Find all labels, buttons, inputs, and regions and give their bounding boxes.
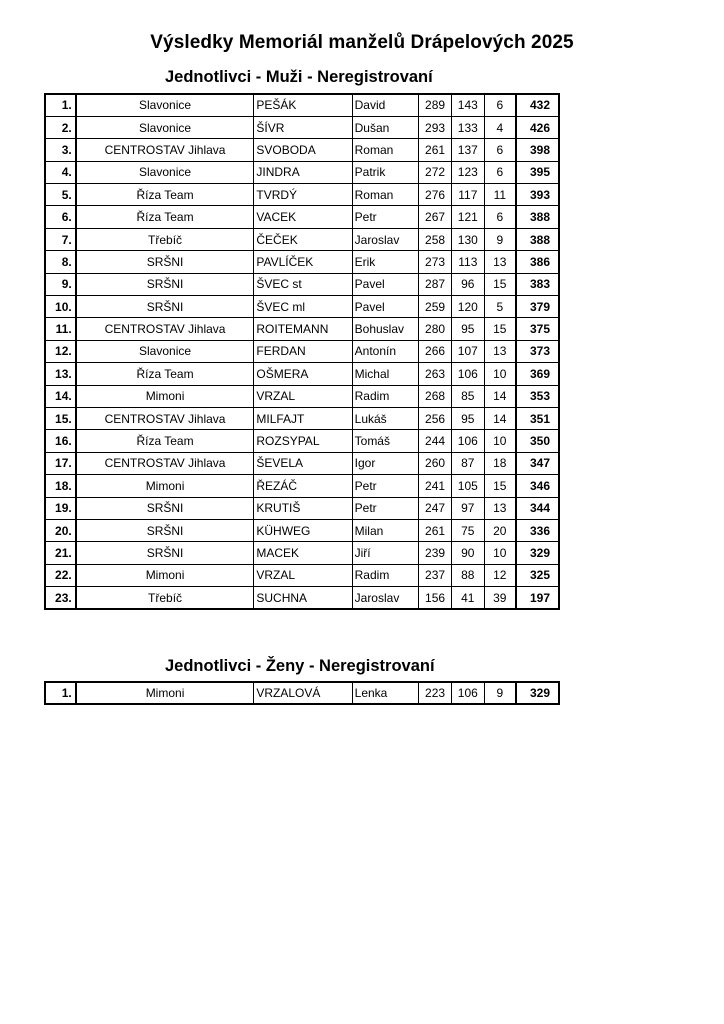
rank-cell: 11. [45, 318, 76, 340]
total-cell: 369 [516, 363, 559, 385]
surname-cell: ŘEZÁČ [254, 475, 352, 497]
club-cell: Říza Team [76, 206, 254, 228]
total-cell: 388 [516, 228, 559, 250]
table-row [45, 139, 559, 161]
first-name-cell: Pavel [352, 296, 419, 318]
first-name-cell: Petr [352, 206, 419, 228]
surname-cell: VRZAL [254, 385, 352, 407]
score-full-cell: 261 [419, 519, 452, 541]
first-name-cell: Michal [352, 363, 419, 385]
first-name-cell: Roman [352, 139, 419, 161]
page-title: Výsledky Memoriál manželů Drápelových 2025 [150, 32, 574, 53]
score-full-cell: 266 [419, 340, 452, 362]
surname-cell: ROITEMANN [254, 318, 352, 340]
surname-cell: JINDRA [254, 161, 352, 183]
total-cell: 375 [516, 318, 559, 340]
table-row [45, 296, 559, 318]
first-name-cell: Jaroslav [352, 228, 419, 250]
club-cell: CENTROSTAV Jihlava [76, 452, 254, 474]
rank-cell: 23. [45, 587, 76, 609]
score-clear-cell: 113 [451, 251, 484, 273]
score-clear-cell: 41 [451, 587, 484, 609]
score-clear-cell: 121 [451, 206, 484, 228]
first-name-cell: Igor [352, 452, 419, 474]
rank-cell: 18. [45, 475, 76, 497]
misses-cell: 20 [484, 519, 516, 541]
score-clear-cell: 137 [451, 139, 484, 161]
misses-cell: 6 [484, 161, 516, 183]
score-clear-cell: 107 [451, 340, 484, 362]
rank-cell: 1. [45, 94, 76, 116]
results-table-men [44, 93, 560, 610]
surname-cell: ŠEVELA [254, 452, 352, 474]
score-full-cell: 244 [419, 430, 452, 452]
table-row [45, 564, 559, 586]
club-cell: SRŠNI [76, 497, 254, 519]
surname-cell: VRZAL [254, 564, 352, 586]
score-clear-cell: 75 [451, 519, 484, 541]
first-name-cell: Lenka [352, 682, 419, 704]
total-cell: 393 [516, 184, 559, 206]
total-cell: 386 [516, 251, 559, 273]
misses-cell: 10 [484, 542, 516, 564]
first-name-cell: Milan [352, 519, 419, 541]
club-cell: Mimoni [76, 564, 254, 586]
misses-cell: 15 [484, 318, 516, 340]
score-full-cell: 241 [419, 475, 452, 497]
misses-cell: 13 [484, 497, 516, 519]
rank-cell: 12. [45, 340, 76, 362]
rank-cell: 13. [45, 363, 76, 385]
total-cell: 373 [516, 340, 559, 362]
table-row [45, 682, 559, 704]
total-cell: 395 [516, 161, 559, 183]
total-cell: 353 [516, 385, 559, 407]
table-row [45, 363, 559, 385]
first-name-cell: Petr [352, 497, 419, 519]
club-cell: SRŠNI [76, 296, 254, 318]
club-cell: Třebíč [76, 228, 254, 250]
score-clear-cell: 117 [451, 184, 484, 206]
rank-cell: 19. [45, 497, 76, 519]
first-name-cell: Patrik [352, 161, 419, 183]
club-cell: SRŠNI [76, 519, 254, 541]
score-clear-cell: 105 [451, 475, 484, 497]
surname-cell: ŠVEC st [254, 273, 352, 295]
misses-cell: 6 [484, 94, 516, 116]
table-row [45, 542, 559, 564]
score-clear-cell: 95 [451, 318, 484, 340]
first-name-cell: Dušan [352, 116, 419, 138]
rank-cell: 5. [45, 184, 76, 206]
score-full-cell: 247 [419, 497, 452, 519]
first-name-cell: Radim [352, 385, 419, 407]
surname-cell: ČEČEK [254, 228, 352, 250]
club-cell: Slavonice [76, 340, 254, 362]
surname-cell: PEŠÁK [254, 94, 352, 116]
surname-cell: FERDAN [254, 340, 352, 362]
table-row [45, 273, 559, 295]
score-full-cell: 156 [419, 587, 452, 609]
score-clear-cell: 88 [451, 564, 484, 586]
misses-cell: 11 [484, 184, 516, 206]
score-full-cell: 261 [419, 139, 452, 161]
club-cell: Slavonice [76, 94, 254, 116]
first-name-cell: Tomáš [352, 430, 419, 452]
score-full-cell: 259 [419, 296, 452, 318]
club-cell: CENTROSTAV Jihlava [76, 407, 254, 429]
club-cell: Mimoni [76, 682, 254, 704]
table-row [45, 519, 559, 541]
rank-cell: 17. [45, 452, 76, 474]
score-full-cell: 239 [419, 542, 452, 564]
surname-cell: SUCHNA [254, 587, 352, 609]
total-cell: 379 [516, 296, 559, 318]
club-cell: Mimoni [76, 475, 254, 497]
table-row [45, 206, 559, 228]
misses-cell: 5 [484, 296, 516, 318]
club-cell: Říza Team [76, 184, 254, 206]
score-clear-cell: 95 [451, 407, 484, 429]
rank-cell: 3. [45, 139, 76, 161]
surname-cell: KRUTIŠ [254, 497, 352, 519]
rank-cell: 15. [45, 407, 76, 429]
section-title-women: Jednotlivci - Ženy - Neregistrovaní [165, 657, 435, 675]
rank-cell: 1. [45, 682, 76, 704]
total-cell: 432 [516, 94, 559, 116]
rank-cell: 21. [45, 542, 76, 564]
club-cell: SRŠNI [76, 251, 254, 273]
misses-cell: 15 [484, 273, 516, 295]
misses-cell: 4 [484, 116, 516, 138]
score-clear-cell: 120 [451, 296, 484, 318]
score-clear-cell: 97 [451, 497, 484, 519]
score-full-cell: 287 [419, 273, 452, 295]
table-row [45, 228, 559, 250]
first-name-cell: Antonín [352, 340, 419, 362]
table-row [45, 430, 559, 452]
score-full-cell: 263 [419, 363, 452, 385]
surname-cell: ROZSYPAL [254, 430, 352, 452]
club-cell: SRŠNI [76, 273, 254, 295]
rank-cell: 9. [45, 273, 76, 295]
misses-cell: 9 [484, 682, 516, 704]
table-row [45, 184, 559, 206]
misses-cell: 39 [484, 587, 516, 609]
results-table-women [44, 681, 560, 705]
total-cell: 383 [516, 273, 559, 295]
surname-cell: MILFAJT [254, 407, 352, 429]
club-cell: Slavonice [76, 161, 254, 183]
table-row [45, 452, 559, 474]
misses-cell: 10 [484, 430, 516, 452]
table-row [45, 251, 559, 273]
section-title-men: Jednotlivci - Muži - Neregistrovaní [165, 68, 433, 86]
table-row [45, 385, 559, 407]
score-full-cell: 280 [419, 318, 452, 340]
rank-cell: 16. [45, 430, 76, 452]
table-row [45, 161, 559, 183]
surname-cell: TVRDÝ [254, 184, 352, 206]
table-row [45, 340, 559, 362]
table-row [45, 497, 559, 519]
table-row [45, 116, 559, 138]
surname-cell: ŠÍVR [254, 116, 352, 138]
score-clear-cell: 90 [451, 542, 484, 564]
score-clear-cell: 87 [451, 452, 484, 474]
rank-cell: 7. [45, 228, 76, 250]
rank-cell: 4. [45, 161, 76, 183]
score-clear-cell: 133 [451, 116, 484, 138]
first-name-cell: Radim [352, 564, 419, 586]
score-full-cell: 223 [419, 682, 452, 704]
score-full-cell: 276 [419, 184, 452, 206]
score-clear-cell: 106 [451, 682, 484, 704]
misses-cell: 6 [484, 206, 516, 228]
surname-cell: PAVLÍČEK [254, 251, 352, 273]
surname-cell: ŠVEC ml [254, 296, 352, 318]
total-cell: 398 [516, 139, 559, 161]
rank-cell: 14. [45, 385, 76, 407]
total-cell: 426 [516, 116, 559, 138]
first-name-cell: David [352, 94, 419, 116]
total-cell: 351 [516, 407, 559, 429]
table-row [45, 318, 559, 340]
score-full-cell: 272 [419, 161, 452, 183]
rank-cell: 8. [45, 251, 76, 273]
rank-cell: 6. [45, 206, 76, 228]
first-name-cell: Petr [352, 475, 419, 497]
score-clear-cell: 123 [451, 161, 484, 183]
misses-cell: 6 [484, 139, 516, 161]
misses-cell: 13 [484, 340, 516, 362]
total-cell: 329 [516, 682, 559, 704]
first-name-cell: Jaroslav [352, 587, 419, 609]
club-cell: SRŠNI [76, 542, 254, 564]
club-cell: Říza Team [76, 430, 254, 452]
score-full-cell: 258 [419, 228, 452, 250]
surname-cell: MACEK [254, 542, 352, 564]
total-cell: 344 [516, 497, 559, 519]
table-row [45, 407, 559, 429]
first-name-cell: Lukáš [352, 407, 419, 429]
total-cell: 350 [516, 430, 559, 452]
score-full-cell: 260 [419, 452, 452, 474]
misses-cell: 14 [484, 385, 516, 407]
first-name-cell: Roman [352, 184, 419, 206]
score-clear-cell: 130 [451, 228, 484, 250]
club-cell: Říza Team [76, 363, 254, 385]
misses-cell: 10 [484, 363, 516, 385]
club-cell: CENTROSTAV Jihlava [76, 139, 254, 161]
score-clear-cell: 143 [451, 94, 484, 116]
surname-cell: KÜHWEG [254, 519, 352, 541]
total-cell: 325 [516, 564, 559, 586]
score-full-cell: 268 [419, 385, 452, 407]
total-cell: 346 [516, 475, 559, 497]
rank-cell: 22. [45, 564, 76, 586]
score-clear-cell: 106 [451, 430, 484, 452]
score-full-cell: 237 [419, 564, 452, 586]
club-cell: Mimoni [76, 385, 254, 407]
total-cell: 197 [516, 587, 559, 609]
total-cell: 388 [516, 206, 559, 228]
score-full-cell: 293 [419, 116, 452, 138]
club-cell: Slavonice [76, 116, 254, 138]
score-clear-cell: 96 [451, 273, 484, 295]
surname-cell: VRZALOVÁ [254, 682, 352, 704]
club-cell: Třebíč [76, 587, 254, 609]
misses-cell: 18 [484, 452, 516, 474]
score-full-cell: 273 [419, 251, 452, 273]
score-clear-cell: 106 [451, 363, 484, 385]
misses-cell: 14 [484, 407, 516, 429]
score-full-cell: 256 [419, 407, 452, 429]
rank-cell: 10. [45, 296, 76, 318]
score-full-cell: 267 [419, 206, 452, 228]
misses-cell: 13 [484, 251, 516, 273]
total-cell: 329 [516, 542, 559, 564]
surname-cell: SVOBODA [254, 139, 352, 161]
rank-cell: 20. [45, 519, 76, 541]
first-name-cell: Erik [352, 251, 419, 273]
misses-cell: 15 [484, 475, 516, 497]
first-name-cell: Pavel [352, 273, 419, 295]
score-full-cell: 289 [419, 94, 452, 116]
first-name-cell: Jiří [352, 542, 419, 564]
total-cell: 347 [516, 452, 559, 474]
surname-cell: OŠMERA [254, 363, 352, 385]
table-row [45, 587, 559, 609]
score-clear-cell: 85 [451, 385, 484, 407]
rank-cell: 2. [45, 116, 76, 138]
table-row [45, 475, 559, 497]
club-cell: CENTROSTAV Jihlava [76, 318, 254, 340]
misses-cell: 9 [484, 228, 516, 250]
total-cell: 336 [516, 519, 559, 541]
first-name-cell: Bohuslav [352, 318, 419, 340]
surname-cell: VACEK [254, 206, 352, 228]
misses-cell: 12 [484, 564, 516, 586]
table-row [45, 94, 559, 116]
